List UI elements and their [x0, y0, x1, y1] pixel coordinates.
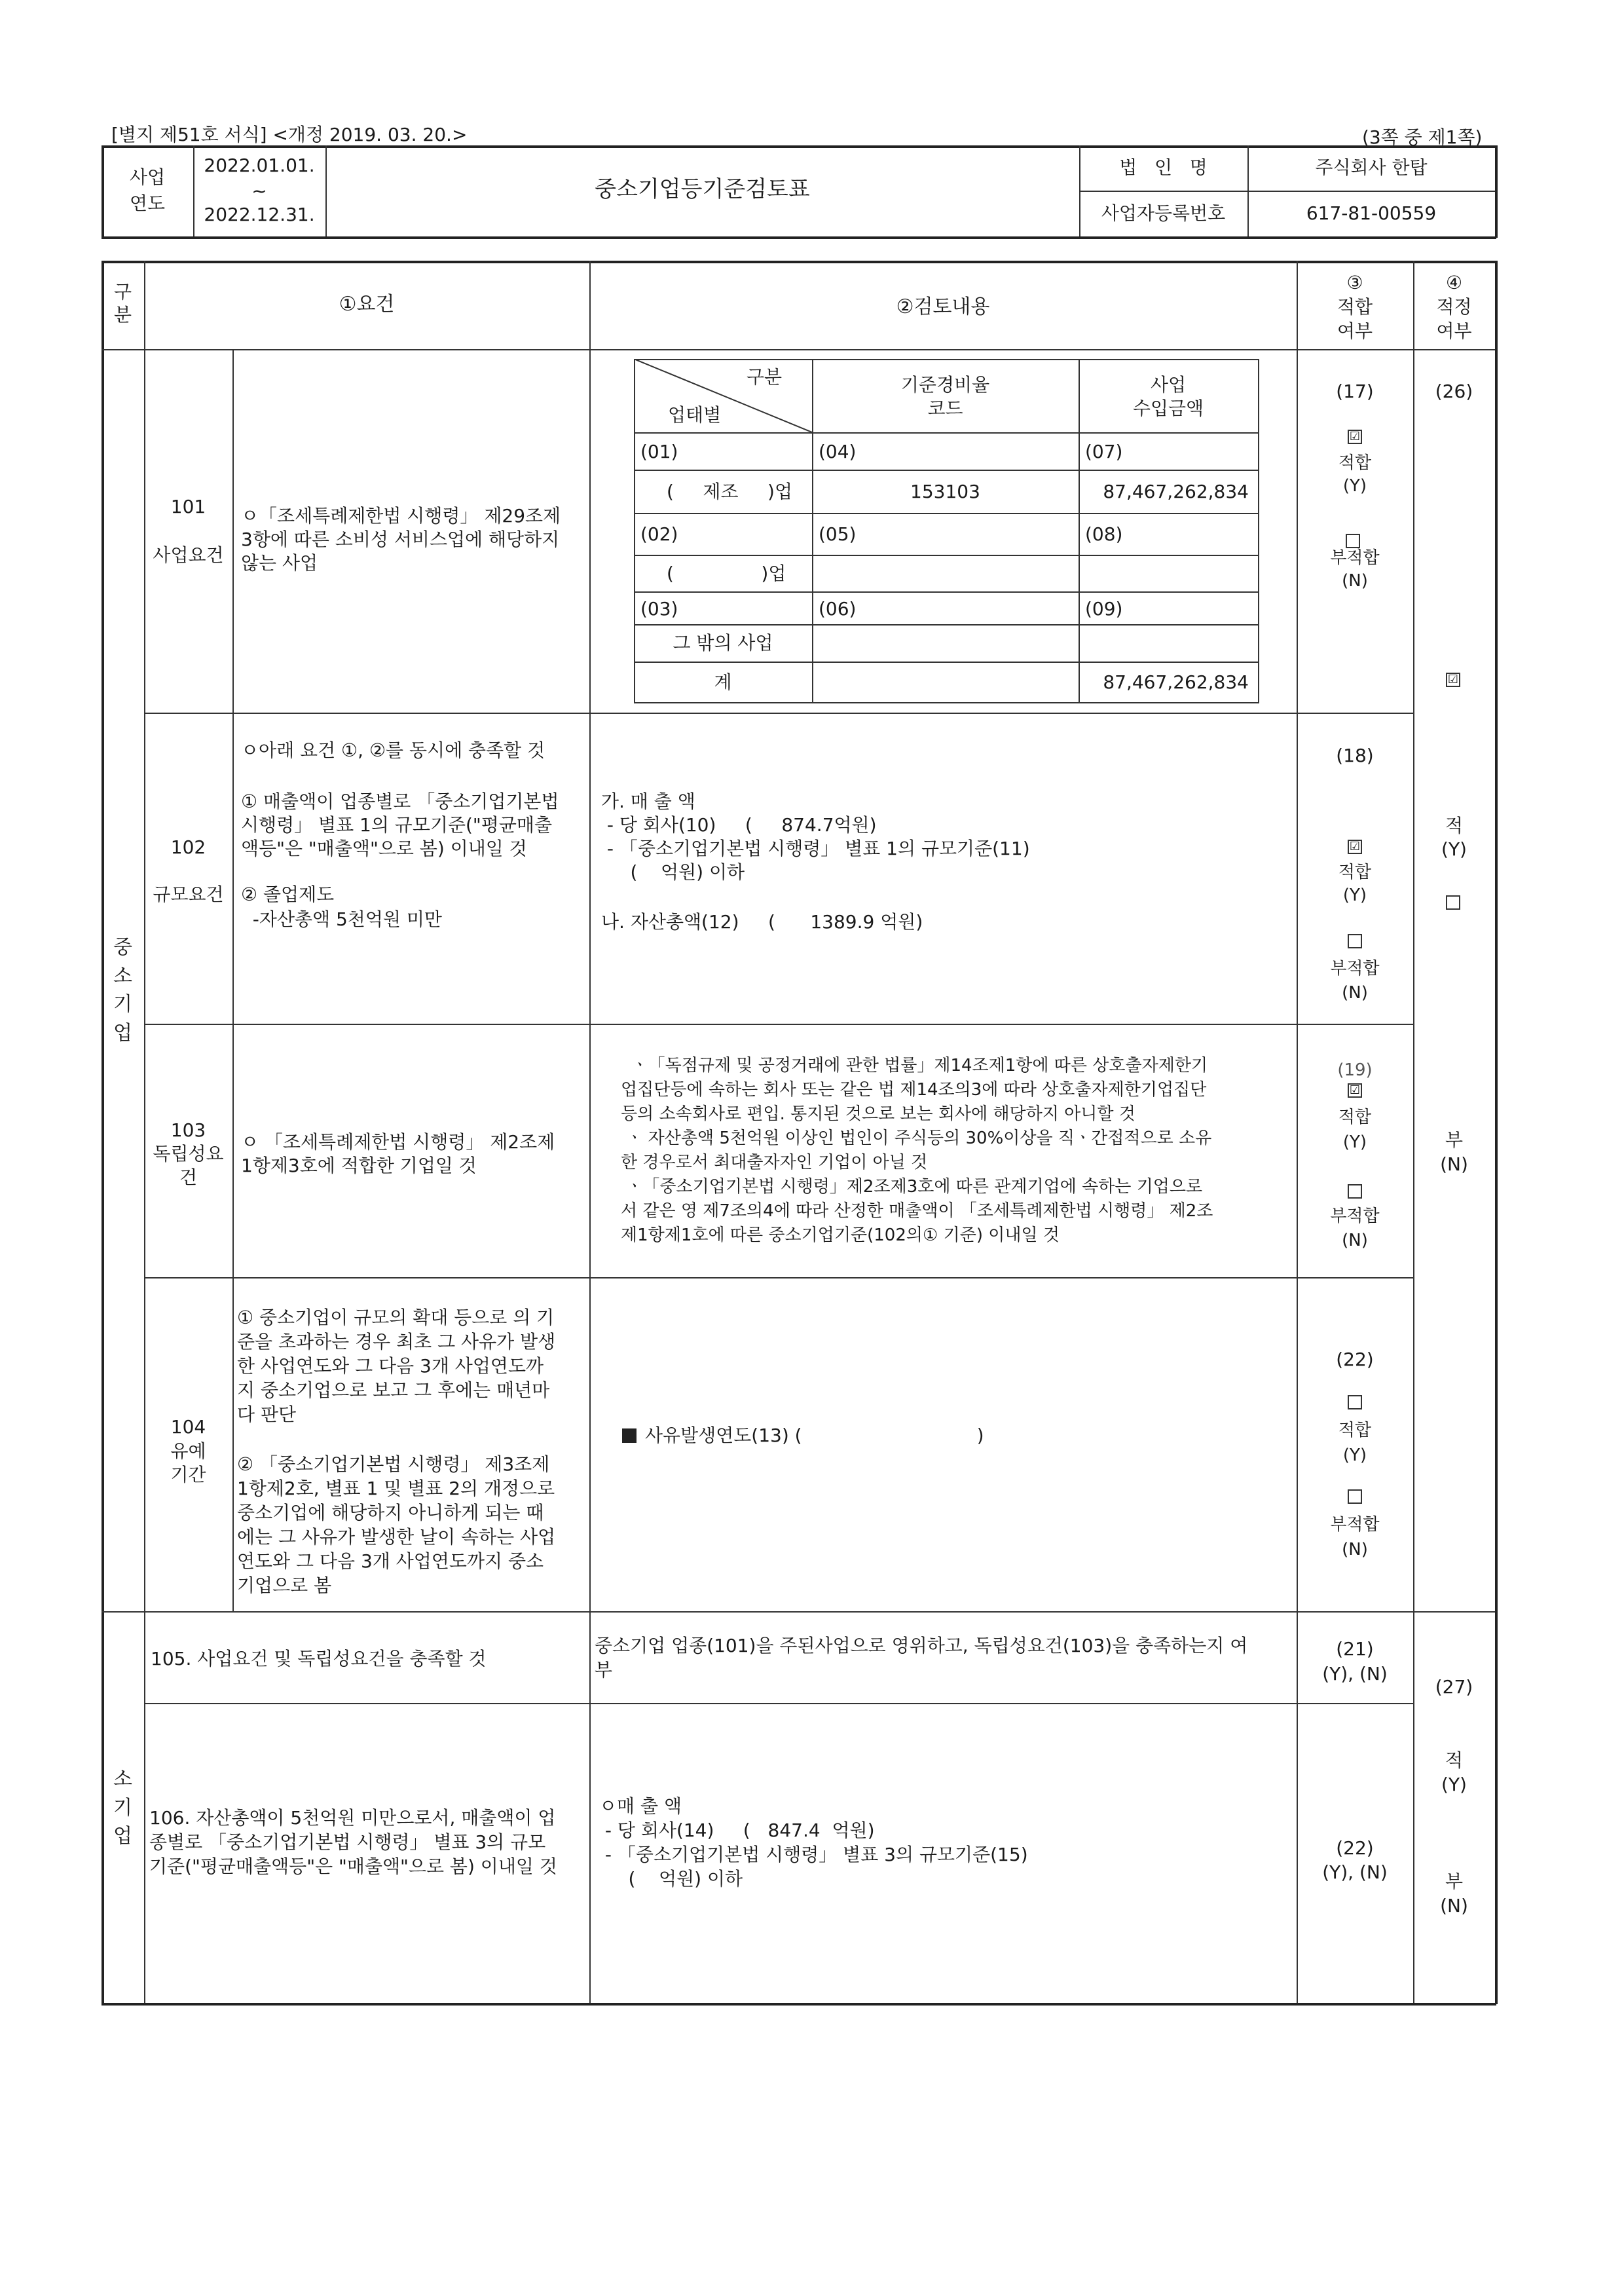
- tbl-total: 계: [714, 671, 732, 693]
- r101-fit-code: (17): [1336, 381, 1374, 402]
- col-ok-3: 여부: [1436, 320, 1472, 342]
- r103-fit-code: (19): [1337, 1060, 1373, 1080]
- r105-fit-code: (21): [1336, 1638, 1374, 1660]
- tbl-other: 그 밖의 사업: [673, 632, 773, 654]
- period-start: 2022.01.01.: [204, 155, 315, 176]
- r104-req-6: ② 「중소기업기본법 시행령」 제3조제: [237, 1453, 550, 1475]
- r101-ok-code: (26): [1435, 381, 1473, 402]
- r106-req-2: 종별로 「중소기업기본법 시행령」 별표 3의 규모: [149, 1831, 546, 1853]
- tbl-c07: (07): [1085, 441, 1123, 462]
- tbl-c01: (01): [640, 441, 678, 462]
- r105-ok-code: (27): [1435, 1676, 1473, 1698]
- tbl-row1-amount: 87,467,262,834: [1103, 481, 1249, 502]
- tbl-c02: (02): [640, 523, 678, 545]
- r101-req-3: 않는 사업: [241, 552, 318, 574]
- r106-fit-yn: (Y), (N): [1322, 1861, 1388, 1883]
- r103-ok-no: 부: [1445, 1129, 1464, 1151]
- r103-req-2: 1항제3호에 적합한 기업일 것: [241, 1155, 477, 1176]
- r102-name: 규모요건: [153, 884, 224, 905]
- col-gubun: 구: [113, 281, 132, 303]
- r104-num: 104: [170, 1416, 206, 1438]
- r106-ok-yes: 적: [1445, 1749, 1464, 1771]
- r104-fit-y: (Y): [1342, 1446, 1367, 1465]
- r102-ok-checkbox[interactable]: [1446, 895, 1460, 910]
- form-number: [별지 제51호 서식] <개정 2019. 03. 20.>: [111, 124, 468, 145]
- r101-req-1: ㅇ「조세특례제한법 시행령」 제29조제: [241, 505, 561, 527]
- r103-rev-7: 서 같은 영 제7조의4에 따라 산정한 매출액이 「조세특례제한법 시행령」 제2조: [621, 1201, 1213, 1221]
- col-ok-num: ④: [1445, 272, 1463, 293]
- r103-req-1: ㅇ 「조세특례제한법 시행령」 제2조제: [241, 1131, 555, 1153]
- r101-num: 101: [170, 496, 206, 517]
- r102-fit-y: (Y): [1342, 886, 1367, 905]
- r103-name-2: 건: [179, 1166, 198, 1188]
- r102-unfit-checkbox[interactable]: [1348, 934, 1362, 948]
- r106-rev-1: ㅇ매 출 액: [599, 1795, 682, 1817]
- r104-req-1: ① 중소기업이 규모의 확대 등으로 의 기: [237, 1307, 555, 1328]
- r102-fit-code: (18): [1336, 745, 1374, 766]
- r103-rev-1: ㆍ「독점규제 및 공정거래에 관한 법률」제14조제1항에 따른 상호출자제한기: [621, 1056, 1208, 1075]
- r102-req-head: ㅇ아래 요건 ①, ②를 동시에 충족할 것: [241, 739, 545, 761]
- r104-req-10: 연도와 그 다음 3개 사업연도까지 중소: [237, 1550, 544, 1572]
- r104-req-9: 에는 그 사유가 발생한 날이 속하는 사업: [237, 1526, 556, 1548]
- r104-req-7: 1항제2호, 별표 1 및 별표 2의 개정으로: [237, 1478, 555, 1499]
- r102-rev-2: - 당 회사(10) ( 874.7억원): [601, 814, 877, 836]
- col-fit: 적합: [1337, 296, 1373, 318]
- r101-unfit-checkbox[interactable]: [1346, 534, 1360, 548]
- tbl-biz-type: 업태별: [668, 404, 722, 426]
- tbl-code-header: 기준경비율: [900, 374, 990, 396]
- r102-fit-n: (N): [1342, 983, 1368, 1003]
- r103-ok-n: (N): [1440, 1153, 1468, 1175]
- r106-req-3: 기준("평균매출액등"은 "매출액"으로 봄) 이내일 것: [149, 1856, 557, 1877]
- tbl-amount-header-2: 수입금액: [1132, 398, 1204, 419]
- corp-name-label: 법 인 명: [1119, 157, 1208, 178]
- r103-rev-2: 업집단등에 속하는 회사 또는 같은 법 제14조의3에 따라 상호출자제한기업집단: [621, 1080, 1207, 1100]
- r102-num: 102: [170, 836, 206, 858]
- r106-rev-2: - 당 회사(14) ( 847.4 억원): [599, 1819, 875, 1841]
- r104-fit-code: (22): [1336, 1349, 1374, 1370]
- r103-rev-5: 한 경우로서 최대출자자인 기업이 아닐 것: [621, 1153, 928, 1172]
- r101-fit-y: (Y): [1342, 476, 1367, 496]
- r103-fit-y: (Y): [1342, 1132, 1367, 1152]
- r106-ok-n: (N): [1440, 1895, 1468, 1916]
- tbl-c03: (03): [640, 598, 678, 620]
- r103-fit-no: 부적합: [1330, 1206, 1380, 1226]
- period-tilde: ~: [251, 180, 267, 202]
- form-title: 중소기업등기준검토표: [595, 176, 810, 202]
- r103-fit-ok: 적합: [1338, 1108, 1372, 1127]
- col-fit-num: ③: [1346, 272, 1363, 293]
- r102-ok-y: (Y): [1441, 838, 1467, 860]
- r106-rev-4: ( 억원) 이하: [599, 1868, 743, 1890]
- year-label-2: 연도: [129, 193, 166, 214]
- r104-req-11: 기업으로 봄: [237, 1575, 332, 1596]
- tbl-gubun: 구분: [747, 366, 783, 388]
- r104-fit-ok: 적합: [1338, 1421, 1372, 1440]
- r102-req-1: ① 매출액이 업종별로 「중소기업기본법: [241, 791, 559, 812]
- r106-ok-no: 부: [1445, 1871, 1464, 1892]
- r103-fit-checkbox[interactable]: ☑: [1348, 1083, 1362, 1098]
- r104-fit-n: (N): [1342, 1540, 1368, 1559]
- r102-rev-5: 나. 자산총액(12) ( 1389.9 억원): [601, 911, 923, 933]
- r104-unfit-checkbox[interactable]: [1348, 1489, 1362, 1504]
- r106-rev-3: - 「중소기업기본법 시행령」 별표 3의 규모기준(15): [599, 1844, 1028, 1865]
- r104-req-3: 한 사업연도와 그 다음 3개 사업연도까: [237, 1355, 544, 1377]
- r102-fit-no: 부적합: [1330, 959, 1380, 979]
- r103-num: 103: [170, 1119, 206, 1141]
- r106-fit-code: (22): [1336, 1837, 1374, 1859]
- r103-rev-4: ㆍ 자산총액 5천억원 이상인 법인이 주식등의 30%이상을 직ㆍ간접적으로 소유: [621, 1129, 1212, 1148]
- tbl-total-amount: 87,467,262,834: [1103, 671, 1249, 693]
- tbl-c09: (09): [1085, 598, 1123, 620]
- r101-ok-checkbox[interactable]: ☑: [1446, 673, 1460, 687]
- r102-rev-1: 가. 매 출 액: [601, 791, 695, 812]
- side-label-small: 소 기 업: [113, 1768, 132, 1848]
- r102-req-3: 액등"은 "매출액"으로 봄) 이내일 것: [241, 838, 527, 859]
- r104-req-4: 지 중소기업으로 보고 그 후에는 매년마: [237, 1379, 550, 1401]
- r101-name: 사업요건: [153, 544, 224, 566]
- period-end: 2022.12.31.: [204, 204, 315, 225]
- biz-no-label: 사업자등록번호: [1101, 202, 1226, 224]
- r102-req-5: -자산총액 5천억원 미만: [241, 908, 442, 930]
- tbl-row2-type: ( )업: [667, 563, 786, 584]
- tbl-c05: (05): [819, 523, 857, 545]
- col-requirement: ①요건: [339, 293, 395, 316]
- r103-rev-8: 제1항제1호에 따른 중소기업기준(102의① 기준) 이내일 것: [621, 1225, 1060, 1245]
- r103-rev-3: 등의 소속회사로 편입. 통지된 것으로 보는 회사에 해당하지 아니할 것: [621, 1104, 1135, 1124]
- r103-fit-n: (N): [1342, 1231, 1368, 1250]
- page-info: (3쪽 중 제1쪽): [1362, 126, 1483, 148]
- r106-ok-y: (Y): [1441, 1774, 1467, 1795]
- r105-fit-yn: (Y), (N): [1322, 1663, 1388, 1685]
- biz-no: 617-81-00559: [1306, 202, 1437, 224]
- col-review: ②검토내용: [896, 295, 990, 318]
- col-fit-3: 여부: [1337, 320, 1373, 342]
- r101-fit-checkbox[interactable]: ☑: [1348, 430, 1362, 444]
- r102-rev-4: ( 억원) 이하: [601, 861, 745, 883]
- r104-fit-no: 부적합: [1330, 1515, 1380, 1535]
- r105-req: 105. 사업요건 및 독립성요건을 충족할 것: [151, 1648, 487, 1670]
- corp-name: 주식회사 한탑: [1315, 157, 1428, 178]
- r104-req-2: 준을 초과하는 경우 최초 그 사유가 발생: [237, 1331, 556, 1353]
- r103-unfit-checkbox[interactable]: [1348, 1184, 1362, 1199]
- r101-fit-ok: 적합: [1338, 453, 1372, 473]
- col-gubun-2: 분: [113, 304, 132, 326]
- r101-fit-n: (N): [1342, 571, 1368, 591]
- r104-req-5: 다 판단: [237, 1404, 297, 1425]
- r103-name: 독립성요: [153, 1143, 224, 1165]
- black-square-icon: [622, 1428, 637, 1443]
- tbl-code-header-2: 코드: [927, 398, 963, 419]
- diagonal-line: [634, 359, 812, 432]
- r104-req-8: 중소기업에 해당하지 아니하게 되는 때: [237, 1502, 544, 1523]
- r101-fit-no: 부적합: [1330, 548, 1380, 568]
- r102-req-2: 시행령」 별표 1의 규모기준("평균매출: [241, 814, 552, 836]
- col-ok: 적정: [1436, 296, 1472, 318]
- tbl-c06: (06): [819, 598, 857, 620]
- r102-rev-3: - 「중소기업기본법 시행령」 별표 1의 규모기준(11): [601, 838, 1030, 859]
- tbl-row1-code: 153103: [910, 481, 980, 502]
- r104-name-2: 기간: [170, 1464, 206, 1485]
- tbl-c04: (04): [819, 441, 857, 462]
- r102-ok-yes: 적: [1445, 815, 1464, 836]
- r104-name: 유예: [170, 1440, 206, 1462]
- r105-rev-1: 중소기업 업종(101)을 주된사업으로 영위하고, 독립성요건(103)을 충족하는지 여: [595, 1635, 1248, 1656]
- side-label-sme: 중 소 기 업: [113, 936, 132, 1045]
- tbl-c08: (08): [1085, 523, 1123, 545]
- r102-req-4: ② 졸업제도: [241, 884, 335, 905]
- r104-fit-checkbox[interactable]: [1348, 1395, 1362, 1409]
- r102-fit-ok: 적합: [1338, 863, 1372, 882]
- r105-rev-2: 부: [595, 1659, 613, 1681]
- r102-fit-checkbox[interactable]: ☑: [1348, 840, 1362, 854]
- tbl-amount-header: 사업: [1150, 374, 1187, 396]
- year-label: 사업: [129, 166, 166, 188]
- r103-rev-6: ㆍ「중소기업기본법 시행령」제2조제3호에 따른 관계기업에 속하는 기업으로: [621, 1177, 1203, 1197]
- r104-rev-1: 사유발생연도(13) ( ): [645, 1425, 984, 1446]
- r106-req-1: 106. 자산총액이 5천억원 미만으로서, 매출액이 업: [149, 1807, 556, 1829]
- tbl-row1-type: ( 제조 )업: [667, 481, 792, 502]
- r101-req-2: 3항에 따른 소비성 서비스업에 해당하지: [241, 529, 560, 550]
